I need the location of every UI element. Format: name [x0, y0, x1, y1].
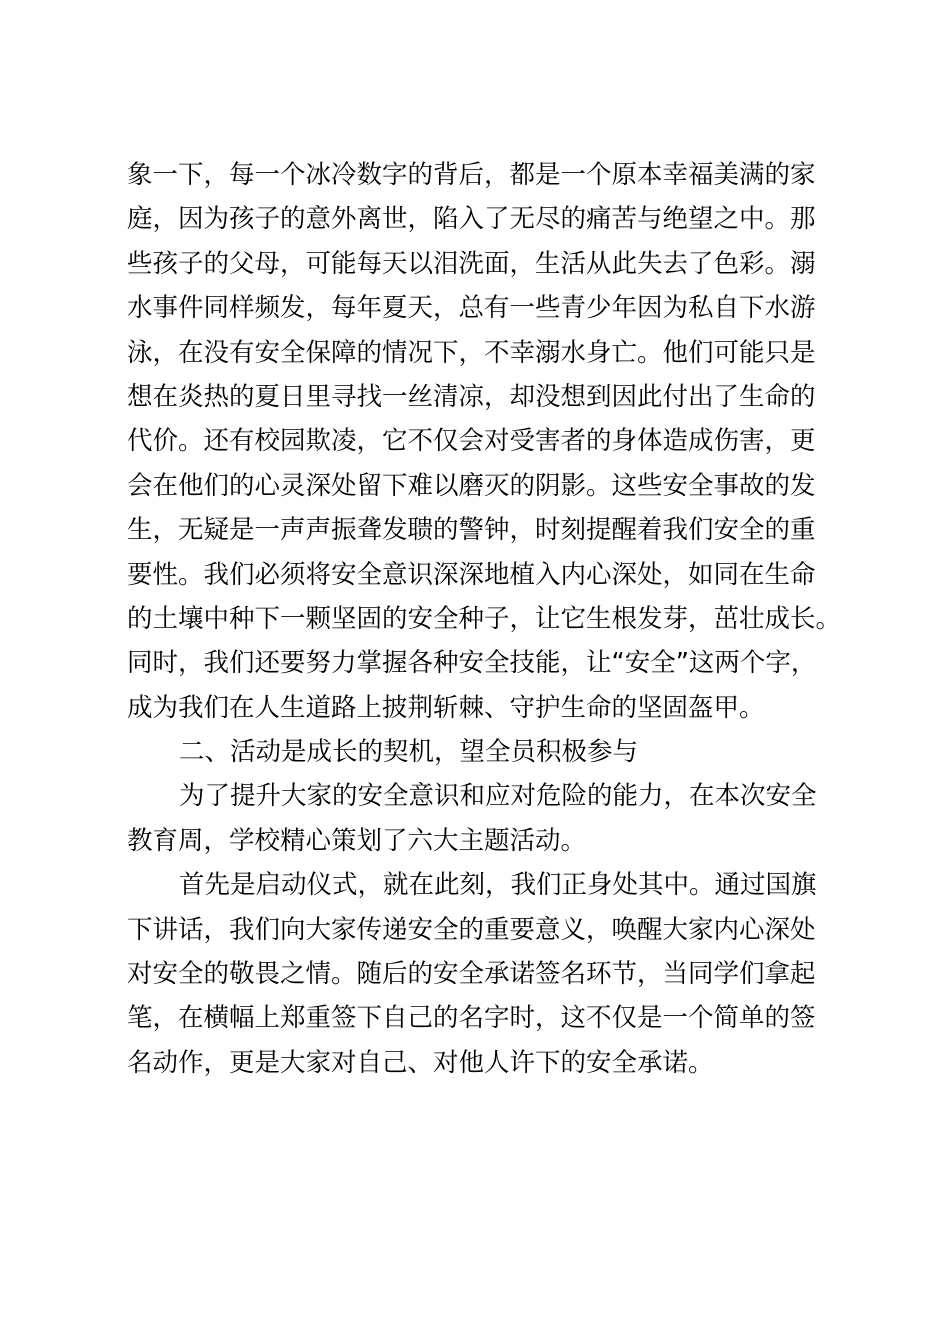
- text-line: 下讲话，我们向大家传递安全的重要意义，唤醒大家内心深处: [127, 914, 816, 945]
- text-line: 些孩子的父母，可能每天以泪洗面，生活从此失去了色彩。溺: [127, 248, 816, 279]
- text-line: 教育周，学校精心策划了六大主题活动。: [127, 825, 587, 856]
- text-line: 象一下，每一个冰冷数字的背后，都是一个原本幸福美满的家: [127, 160, 816, 190]
- text-line: 笔，在横幅上郑重签下自己的名字时，这不仅是一个简单的签: [127, 1003, 816, 1034]
- text-line: 名动作，更是大家对自己、对他人许下的安全承诺。: [127, 1047, 714, 1078]
- paragraph-first-line: 为了提升大家的安全意识和应对危险的能力，在本次安全: [179, 781, 817, 812]
- document-body: [127, 153, 857, 1085]
- text-line: 要性。我们必须将安全意识深深地植入内心深处，如同在生命: [127, 559, 816, 590]
- section-heading: 二、活动是成长的契机，望全员积极参与: [179, 737, 639, 768]
- text-line: 成为我们在人生道路上披荆斩棘、守护生命的坚固盔甲。: [127, 692, 765, 723]
- text-line: 水事件同样频发，每年夏天，总有一些青少年因为私自下水游: [127, 293, 816, 324]
- text-line: 对安全的敬畏之情。随后的安全承诺签名环节，当同学们拿起: [127, 959, 816, 990]
- paragraph-first-line: 首先是启动仪式，就在此刻，我们正身处其中。通过国旗: [179, 870, 817, 901]
- text-line: 会在他们的心灵深处留下难以磨灭的阴影。这些安全事故的发: [127, 470, 816, 501]
- text-line: 想在炎热的夏日里寻找一丝清凉，却没想到因此付出了生命的: [127, 381, 816, 412]
- text-line: 庭，因为孩子的意外离世，陷入了无尽的痛苦与绝望之中。那: [127, 204, 816, 235]
- text-line: 生，无疑是一声声振聋发聩的警钟，时刻提醒着我们安全的重: [127, 515, 816, 546]
- text-line: 同时，我们还要努力掌握各种安全技能，让“安全”这两个字，: [127, 648, 817, 679]
- text-line: 的土壤中种下一颗坚固的安全种子，让它生根发芽，茁壮成长。: [127, 603, 842, 634]
- text-line: 代价。还有校园欺凌，它不仅会对受害者的身体造成伤害，更: [127, 426, 816, 457]
- text-line: 泳，在没有安全保障的情况下，不幸溺水身亡。他们可能只是: [127, 337, 816, 368]
